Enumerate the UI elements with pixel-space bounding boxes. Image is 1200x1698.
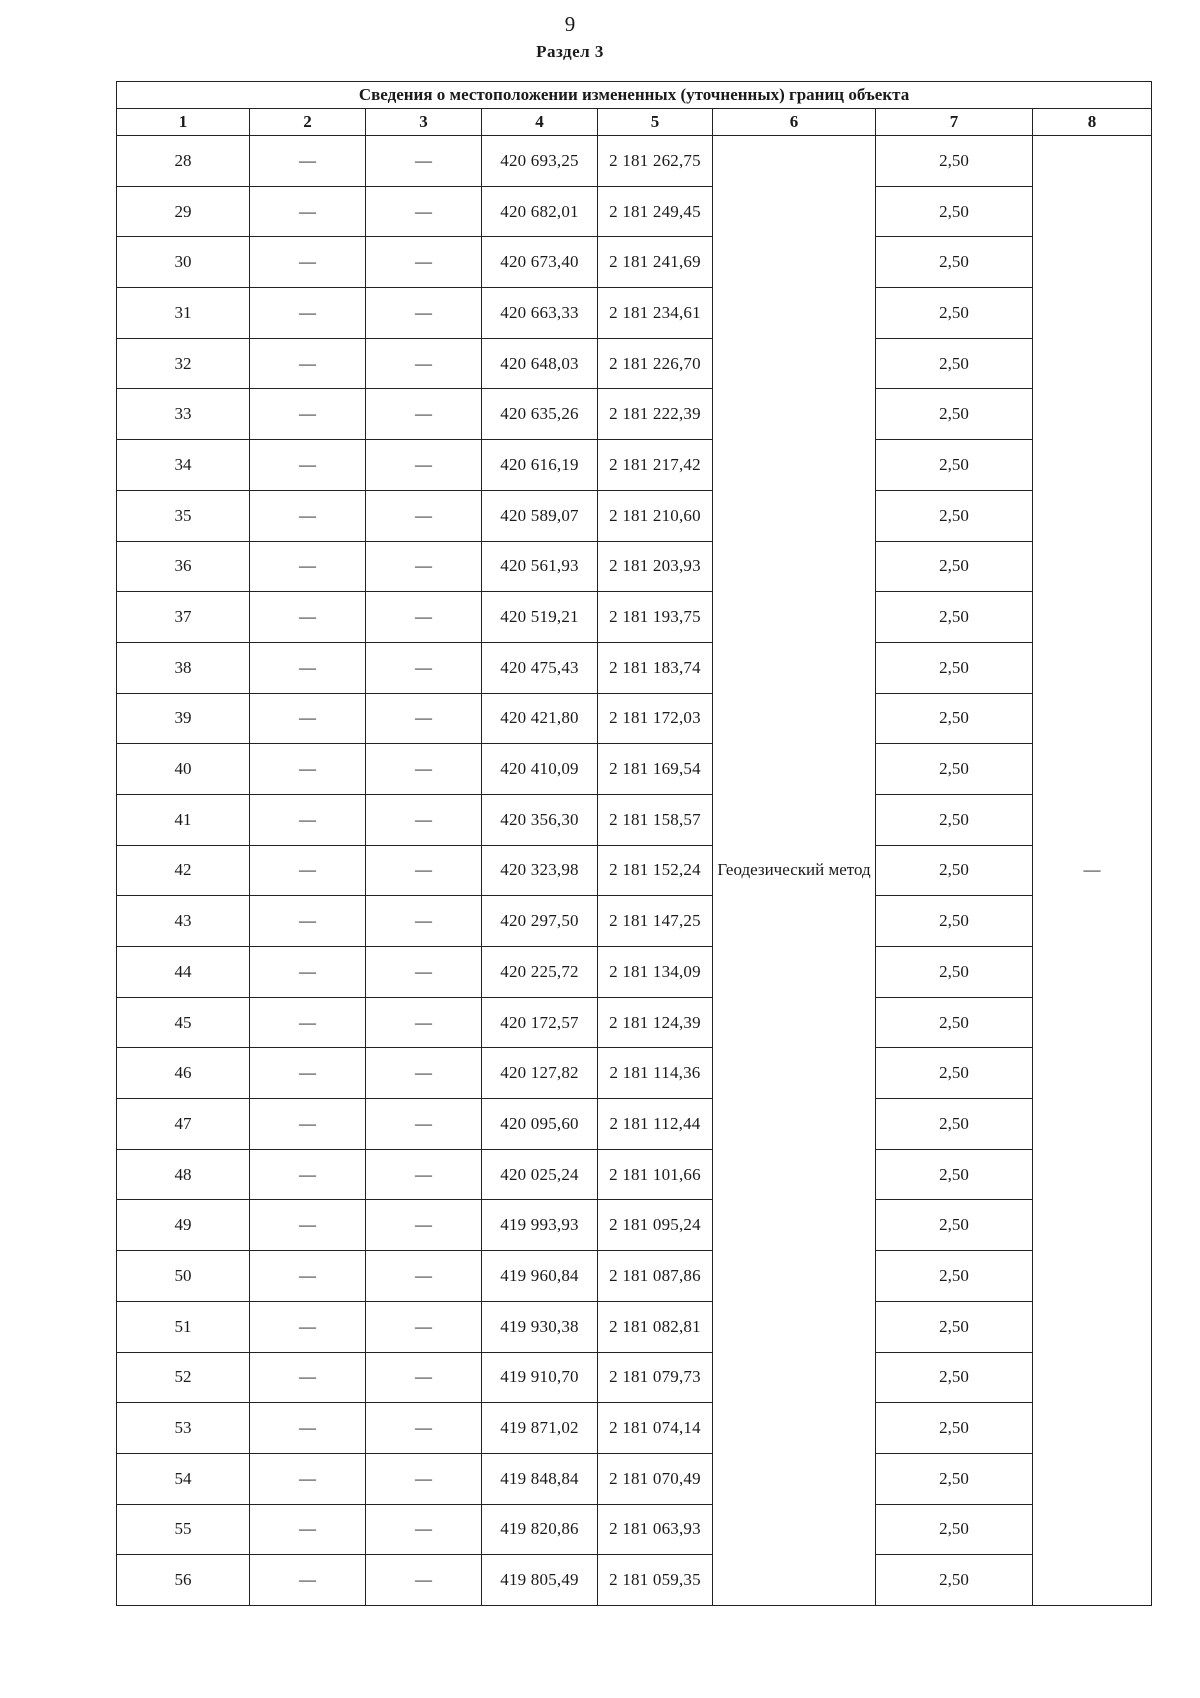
column3-cell: —	[366, 1048, 482, 1099]
y-coordinate-cell: 2 181 124,39	[598, 997, 713, 1048]
y-coordinate-cell: 2 181 158,57	[598, 794, 713, 845]
x-coordinate-cell: 419 993,93	[482, 1200, 598, 1251]
point-number-cell: 28	[117, 136, 250, 187]
accuracy-cell: 2,50	[876, 1149, 1033, 1200]
column3-cell: —	[366, 186, 482, 237]
table-row	[117, 1403, 1152, 1454]
y-coordinate-cell: 2 181 070,49	[598, 1453, 713, 1504]
accuracy-cell: 2,50	[876, 693, 1033, 744]
y-coordinate-cell: 2 181 087,86	[598, 1251, 713, 1302]
y-coordinate-cell: 2 181 095,24	[598, 1200, 713, 1251]
column2-cell: —	[250, 1048, 366, 1099]
y-coordinate-cell: 2 181 193,75	[598, 592, 713, 643]
point-number-cell: 53	[117, 1403, 250, 1454]
column2-cell: —	[250, 1099, 366, 1150]
accuracy-cell: 2,50	[876, 1504, 1033, 1555]
y-coordinate-cell: 2 181 114,36	[598, 1048, 713, 1099]
column2-cell: —	[250, 440, 366, 491]
column3-cell: —	[366, 592, 482, 643]
table-row	[117, 997, 1152, 1048]
table-row	[117, 947, 1152, 998]
column3-cell: —	[366, 1149, 482, 1200]
table-row	[117, 592, 1152, 643]
x-coordinate-cell: 420 410,09	[482, 744, 598, 795]
y-coordinate-cell: 2 181 134,09	[598, 947, 713, 998]
accuracy-cell: 2,50	[876, 896, 1033, 947]
accuracy-cell: 2,50	[876, 744, 1033, 795]
column2-cell: —	[250, 592, 366, 643]
point-number-cell: 34	[117, 440, 250, 491]
accuracy-cell: 2,50	[876, 136, 1033, 187]
column3-cell: —	[366, 794, 482, 845]
y-coordinate-cell: 2 181 082,81	[598, 1301, 713, 1352]
column3-cell: —	[366, 389, 482, 440]
accuracy-cell: 2,50	[876, 1301, 1033, 1352]
column2-cell: —	[250, 1453, 366, 1504]
column2-cell: —	[250, 288, 366, 339]
column2-cell: —	[250, 1352, 366, 1403]
table-row	[117, 288, 1152, 339]
x-coordinate-cell: 420 561,93	[482, 541, 598, 592]
table-row	[117, 1149, 1152, 1200]
x-coordinate-cell: 420 693,25	[482, 136, 598, 187]
x-coordinate-cell: 420 127,82	[482, 1048, 598, 1099]
column8-cell: —	[1033, 136, 1152, 1606]
accuracy-cell: 2,50	[876, 389, 1033, 440]
column2-cell: —	[250, 997, 366, 1048]
column3-cell: —	[366, 896, 482, 947]
point-number-cell: 40	[117, 744, 250, 795]
column-number: 8	[1033, 109, 1152, 136]
point-number-cell: 32	[117, 338, 250, 389]
table-caption: Сведения о местоположении измененных (уточненных) границ объекта	[117, 82, 1152, 109]
table-row	[117, 642, 1152, 693]
column-number: 3	[366, 109, 482, 136]
column2-cell: —	[250, 490, 366, 541]
column3-cell: —	[366, 1301, 482, 1352]
column3-cell: —	[366, 693, 482, 744]
y-coordinate-cell: 2 181 241,69	[598, 237, 713, 288]
table-row	[117, 1099, 1152, 1150]
column3-cell: —	[366, 490, 482, 541]
point-number-cell: 47	[117, 1099, 250, 1150]
point-number-cell: 35	[117, 490, 250, 541]
column3-cell: —	[366, 1453, 482, 1504]
y-coordinate-cell: 2 181 063,93	[598, 1504, 713, 1555]
column2-cell: —	[250, 1149, 366, 1200]
column3-cell: —	[366, 1403, 482, 1454]
table-row	[117, 744, 1152, 795]
accuracy-cell: 2,50	[876, 186, 1033, 237]
column3-cell: —	[366, 1352, 482, 1403]
column-number: 6	[713, 109, 876, 136]
table-row	[117, 1352, 1152, 1403]
column2-cell: —	[250, 1301, 366, 1352]
y-coordinate-cell: 2 181 249,45	[598, 186, 713, 237]
point-number-cell: 39	[117, 693, 250, 744]
x-coordinate-cell: 420 297,50	[482, 896, 598, 947]
table-row	[117, 1251, 1152, 1302]
x-coordinate-cell: 420 519,21	[482, 592, 598, 643]
accuracy-cell: 2,50	[876, 1352, 1033, 1403]
accuracy-cell: 2,50	[876, 1555, 1033, 1606]
column3-cell: —	[366, 440, 482, 491]
table-row	[117, 338, 1152, 389]
accuracy-cell: 2,50	[876, 592, 1033, 643]
column3-cell: —	[366, 642, 482, 693]
y-coordinate-cell: 2 181 074,14	[598, 1403, 713, 1454]
y-coordinate-cell: 2 181 183,74	[598, 642, 713, 693]
accuracy-cell: 2,50	[876, 288, 1033, 339]
column3-cell: —	[366, 1555, 482, 1606]
y-coordinate-cell: 2 181 059,35	[598, 1555, 713, 1606]
point-number-cell: 29	[117, 186, 250, 237]
x-coordinate-cell: 420 635,26	[482, 389, 598, 440]
table-row	[117, 237, 1152, 288]
column3-cell: —	[366, 1099, 482, 1150]
column2-cell: —	[250, 136, 366, 187]
accuracy-cell: 2,50	[876, 541, 1033, 592]
column2-cell: —	[250, 1403, 366, 1454]
column3-cell: —	[366, 541, 482, 592]
column2-cell: —	[250, 541, 366, 592]
point-number-cell: 33	[117, 389, 250, 440]
x-coordinate-cell: 419 930,38	[482, 1301, 598, 1352]
table-row	[117, 1048, 1152, 1099]
x-coordinate-cell: 420 663,33	[482, 288, 598, 339]
page-number: 9	[564, 12, 576, 36]
section-title: Раздел 3	[536, 42, 604, 61]
x-coordinate-cell: 420 589,07	[482, 490, 598, 541]
column2-cell: —	[250, 1504, 366, 1555]
column-number: 2	[250, 109, 366, 136]
column3-cell: —	[366, 845, 482, 896]
table-row	[117, 1453, 1152, 1504]
x-coordinate-cell: 420 616,19	[482, 440, 598, 491]
x-coordinate-cell: 419 820,86	[482, 1504, 598, 1555]
y-coordinate-cell: 2 181 152,24	[598, 845, 713, 896]
point-number-cell: 44	[117, 947, 250, 998]
accuracy-cell: 2,50	[876, 997, 1033, 1048]
accuracy-cell: 2,50	[876, 642, 1033, 693]
x-coordinate-cell: 420 095,60	[482, 1099, 598, 1150]
point-number-cell: 41	[117, 794, 250, 845]
column3-cell: —	[366, 237, 482, 288]
accuracy-cell: 2,50	[876, 1099, 1033, 1150]
column2-cell: —	[250, 642, 366, 693]
column3-cell: —	[366, 288, 482, 339]
point-number-cell: 51	[117, 1301, 250, 1352]
point-number-cell: 46	[117, 1048, 250, 1099]
point-number-cell: 38	[117, 642, 250, 693]
point-number-cell: 43	[117, 896, 250, 947]
y-coordinate-cell: 2 181 079,73	[598, 1352, 713, 1403]
y-coordinate-cell: 2 181 222,39	[598, 389, 713, 440]
accuracy-cell: 2,50	[876, 490, 1033, 541]
accuracy-cell: 2,50	[876, 237, 1033, 288]
point-number-cell: 50	[117, 1251, 250, 1302]
column2-cell: —	[250, 744, 366, 795]
column-number: 4	[482, 109, 598, 136]
point-number-cell: 52	[117, 1352, 250, 1403]
column3-cell: —	[366, 1251, 482, 1302]
x-coordinate-cell: 420 648,03	[482, 338, 598, 389]
x-coordinate-cell: 419 960,84	[482, 1251, 598, 1302]
x-coordinate-cell: 420 025,24	[482, 1149, 598, 1200]
accuracy-cell: 2,50	[876, 1200, 1033, 1251]
accuracy-cell: 2,50	[876, 947, 1033, 998]
point-number-cell: 45	[117, 997, 250, 1048]
y-coordinate-cell: 2 181 147,25	[598, 896, 713, 947]
column2-cell: —	[250, 389, 366, 440]
table-row	[117, 693, 1152, 744]
table-row	[117, 896, 1152, 947]
point-number-cell: 30	[117, 237, 250, 288]
point-number-cell: 48	[117, 1149, 250, 1200]
column3-cell: —	[366, 136, 482, 187]
column2-cell: —	[250, 338, 366, 389]
y-coordinate-cell: 2 181 217,42	[598, 440, 713, 491]
y-coordinate-cell: 2 181 226,70	[598, 338, 713, 389]
x-coordinate-cell: 420 225,72	[482, 947, 598, 998]
table-row	[117, 1200, 1152, 1251]
table-row	[117, 186, 1152, 237]
point-number-cell: 42	[117, 845, 250, 896]
column3-cell: —	[366, 1200, 482, 1251]
column2-cell: —	[250, 896, 366, 947]
column2-cell: —	[250, 947, 366, 998]
column-number-row	[117, 109, 1152, 136]
point-number-cell: 31	[117, 288, 250, 339]
point-number-cell: 49	[117, 1200, 250, 1251]
column3-cell: —	[366, 997, 482, 1048]
table-row	[117, 1555, 1152, 1606]
column2-cell: —	[250, 845, 366, 896]
x-coordinate-cell: 420 475,43	[482, 642, 598, 693]
table-row	[117, 541, 1152, 592]
accuracy-cell: 2,50	[876, 440, 1033, 491]
table-row	[117, 389, 1152, 440]
column2-cell: —	[250, 237, 366, 288]
column3-cell: —	[366, 744, 482, 795]
column2-cell: —	[250, 1200, 366, 1251]
column2-cell: —	[250, 1251, 366, 1302]
point-number-cell: 36	[117, 541, 250, 592]
column2-cell: —	[250, 1555, 366, 1606]
column2-cell: —	[250, 693, 366, 744]
table-row	[117, 490, 1152, 541]
accuracy-cell: 2,50	[876, 1251, 1033, 1302]
x-coordinate-cell: 419 805,49	[482, 1555, 598, 1606]
x-coordinate-cell: 419 910,70	[482, 1352, 598, 1403]
y-coordinate-cell: 2 181 234,61	[598, 288, 713, 339]
y-coordinate-cell: 2 181 172,03	[598, 693, 713, 744]
point-number-cell: 37	[117, 592, 250, 643]
y-coordinate-cell: 2 181 210,60	[598, 490, 713, 541]
point-number-cell: 55	[117, 1504, 250, 1555]
accuracy-cell: 2,50	[876, 338, 1033, 389]
table-row	[117, 794, 1152, 845]
accuracy-cell: 2,50	[876, 1453, 1033, 1504]
column-number: 1	[117, 109, 250, 136]
column3-cell: —	[366, 338, 482, 389]
y-coordinate-cell: 2 181 203,93	[598, 541, 713, 592]
table-row	[117, 136, 1152, 187]
table-row	[117, 845, 1152, 896]
point-number-cell: 54	[117, 1453, 250, 1504]
x-coordinate-cell: 420 673,40	[482, 237, 598, 288]
y-coordinate-cell: 2 181 101,66	[598, 1149, 713, 1200]
x-coordinate-cell: 420 323,98	[482, 845, 598, 896]
accuracy-cell: 2,50	[876, 845, 1033, 896]
table-row	[117, 1301, 1152, 1352]
column-number: 5	[598, 109, 713, 136]
y-coordinate-cell: 2 181 169,54	[598, 744, 713, 795]
y-coordinate-cell: 2 181 262,75	[598, 136, 713, 187]
point-number-cell: 56	[117, 1555, 250, 1606]
x-coordinate-cell: 419 871,02	[482, 1403, 598, 1454]
accuracy-cell: 2,50	[876, 1403, 1033, 1454]
x-coordinate-cell: 420 682,01	[482, 186, 598, 237]
accuracy-cell: 2,50	[876, 794, 1033, 845]
column-number: 7	[876, 109, 1033, 136]
y-coordinate-cell: 2 181 112,44	[598, 1099, 713, 1150]
table-row	[117, 440, 1152, 491]
table-body	[117, 136, 1152, 1606]
column3-cell: —	[366, 1504, 482, 1555]
accuracy-cell: 2,50	[876, 1048, 1033, 1099]
x-coordinate-cell: 420 421,80	[482, 693, 598, 744]
x-coordinate-cell: 420 356,30	[482, 794, 598, 845]
x-coordinate-cell: 419 848,84	[482, 1453, 598, 1504]
column2-cell: —	[250, 794, 366, 845]
x-coordinate-cell: 420 172,57	[482, 997, 598, 1048]
boundary-coordinates-table	[116, 81, 1152, 1606]
method-cell: Геодезический метод	[713, 136, 876, 1606]
column3-cell: —	[366, 947, 482, 998]
column2-cell: —	[250, 186, 366, 237]
table-row	[117, 1504, 1152, 1555]
